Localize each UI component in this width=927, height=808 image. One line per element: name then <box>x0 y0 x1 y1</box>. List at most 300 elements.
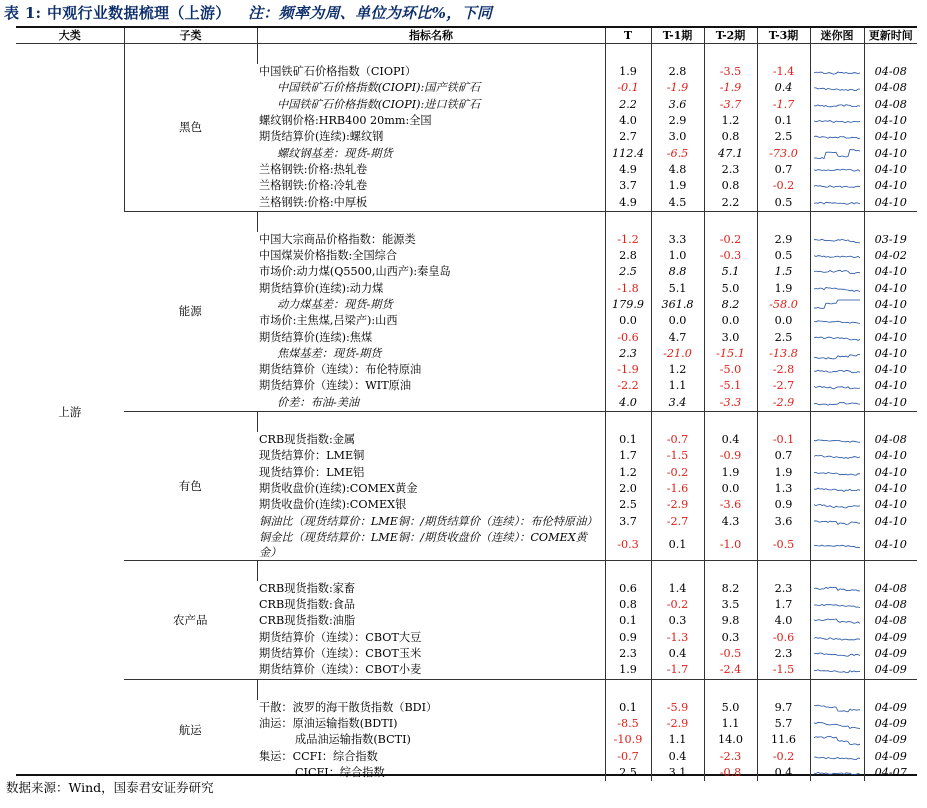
sparkline-line <box>814 505 860 509</box>
sparkline-chart <box>814 299 860 311</box>
data-table-container <box>16 26 917 779</box>
update-date: 03-19 <box>864 232 917 248</box>
sparkline-cell <box>810 481 864 497</box>
indicator-name: 现货结算价：LME铝 <box>259 465 365 479</box>
indicator-name: 中国煤炭价格指数:全国综合 <box>259 249 398 263</box>
value-t: 1.7 <box>605 448 651 464</box>
value-t: 2.8 <box>605 248 651 264</box>
value-t1: -1.9 <box>651 80 704 96</box>
update-date: 04-08 <box>864 64 917 80</box>
category-cell: 上游 <box>58 405 82 420</box>
sparkline-line <box>814 670 860 673</box>
sparkline-line <box>814 637 860 640</box>
sparkline-chart <box>814 115 860 127</box>
sparkline-cell <box>810 530 864 561</box>
update-date: 04-10 <box>864 395 917 412</box>
value-t: 2.5 <box>605 765 651 781</box>
sparkline-line <box>814 202 860 204</box>
value-t2: -15.1 <box>704 346 757 362</box>
sparkline-chart <box>814 266 860 278</box>
value-t2: -0.8 <box>704 765 757 781</box>
value-t2: -0.3 <box>704 248 757 264</box>
update-date: 04-10 <box>864 178 917 194</box>
value-t3: 5.7 <box>757 716 810 732</box>
value-t: 112.4 <box>605 145 651 161</box>
value-t: 3.7 <box>605 513 651 529</box>
value-t1: -2.7 <box>651 513 704 529</box>
value-t: 0.8 <box>605 597 651 613</box>
sparkline-chart <box>814 66 860 78</box>
update-date: 04-09 <box>864 630 917 646</box>
sparkline-cell <box>810 248 864 264</box>
value-t: -0.3 <box>605 530 651 561</box>
subcategory-cell: 航运 <box>124 679 257 781</box>
value-t: 1.9 <box>605 64 651 80</box>
value-t: 0.1 <box>605 432 651 448</box>
sparkline-cell <box>810 465 864 481</box>
sparkline-line <box>814 605 860 608</box>
sparkline-cell <box>810 281 864 297</box>
sparkline-line <box>814 387 860 390</box>
update-date: 04-10 <box>864 145 917 161</box>
sparkline-chart <box>814 397 860 409</box>
update-date: 04-08 <box>864 581 917 597</box>
indicator-name: 期货结算价（连续）：CBOT小麦 <box>259 663 422 677</box>
value-t3: -13.8 <box>757 346 810 362</box>
value-t2: 0.4 <box>704 432 757 448</box>
sparkline-cell <box>810 597 864 613</box>
value-t1: 3.3 <box>651 232 704 248</box>
sparkline-cell <box>810 613 864 629</box>
sparkline-cell <box>810 313 864 329</box>
sparkline-line <box>814 136 860 138</box>
update-date: 04-10 <box>864 346 917 362</box>
sparkline-line <box>814 456 860 459</box>
sparkline-cell <box>810 748 864 764</box>
header-category: 大类 <box>16 28 124 44</box>
sparkline-cell <box>810 448 864 464</box>
value-t2: -1.9 <box>704 80 757 96</box>
value-t1: -1.3 <box>651 630 704 646</box>
value-t3: 9.7 <box>757 700 810 716</box>
sparkline-chart <box>814 434 860 446</box>
header-row <box>16 28 917 44</box>
indicator-name: 中国铁矿石价格指数（CIOPI） <box>259 65 417 79</box>
sparkline-chart <box>814 283 860 295</box>
value-t: 179.9 <box>605 297 651 313</box>
sparkline-cell <box>810 145 864 161</box>
subcategory-cell: 农产品 <box>124 560 257 679</box>
indicator-name: 焦煤基差：现货-期货 <box>277 346 382 360</box>
value-t2: 0.8 <box>704 129 757 145</box>
value-t1: 4.5 <box>651 194 704 211</box>
data-table <box>16 28 917 781</box>
sparkline-chart <box>814 450 860 462</box>
sparkline-chart <box>814 664 860 676</box>
value-t3: 0.7 <box>757 162 810 178</box>
sparkline-chart <box>814 632 860 644</box>
indicator-name: CRB现货指数:金属 <box>259 433 356 447</box>
value-t: 0.9 <box>605 630 651 646</box>
value-t3: -2.8 <box>757 362 810 378</box>
value-t: 2.5 <box>605 264 651 280</box>
value-t2: 0.3 <box>704 630 757 646</box>
sparkline-line <box>814 722 860 728</box>
sparkline-chart <box>814 332 860 344</box>
indicator-name: 干散：波罗的海干散货指数（BDI） <box>259 700 438 714</box>
sparkline-line <box>814 402 860 405</box>
value-t: -1.8 <box>605 281 651 297</box>
value-t2: 1.2 <box>704 113 757 129</box>
sparkline-chart <box>814 380 860 392</box>
update-date: 04-10 <box>864 194 917 211</box>
sparkline-chart <box>814 615 860 627</box>
sparkline-line <box>814 186 860 188</box>
value-t2: -5.0 <box>704 362 757 378</box>
value-t2: -2.3 <box>704 748 757 764</box>
update-date: 04-10 <box>864 465 917 481</box>
value-t3: -2.9 <box>757 395 810 412</box>
value-t: -0.1 <box>605 80 651 96</box>
value-t: 2.3 <box>605 346 651 362</box>
update-date: 04-10 <box>864 297 917 313</box>
value-t3: 0.5 <box>757 194 810 211</box>
value-t3: 0.0 <box>757 313 810 329</box>
sparkline-cell <box>810 329 864 345</box>
value-t1: 3.0 <box>651 129 704 145</box>
value-t3: 0.1 <box>757 113 810 129</box>
sparkline-cell <box>810 346 864 362</box>
value-t3: -1.4 <box>757 64 810 80</box>
table-note: 注：频率为周、单位为环比%，下同 <box>248 4 493 22</box>
sparkline-line <box>814 337 860 340</box>
indicator-name: 价差：布油-美油 <box>277 395 360 409</box>
sparkline-chart <box>814 197 860 209</box>
value-t2: 0.0 <box>704 481 757 497</box>
sparkline-line <box>814 169 860 171</box>
update-date: 04-10 <box>864 530 917 561</box>
sparkline-cell <box>810 362 864 378</box>
value-t3: -0.2 <box>757 748 810 764</box>
value-t2: 4.3 <box>704 513 757 529</box>
value-t: 4.0 <box>605 395 651 412</box>
update-date: 04-07 <box>864 765 917 781</box>
sparkline-chart <box>814 599 860 611</box>
value-t: 0.0 <box>605 313 651 329</box>
value-t1: -5.9 <box>651 700 704 716</box>
value-t3: 3.6 <box>757 513 810 529</box>
update-date: 04-10 <box>864 113 917 129</box>
value-t: -0.6 <box>605 329 651 345</box>
sparkline-chart <box>814 234 860 246</box>
indicator-name: 中国大宗商品价格指数：能源类 <box>259 232 416 246</box>
value-t1: -1.5 <box>651 448 704 464</box>
sparkline-line <box>814 619 860 624</box>
indicator-name: 油运：原油运输指数(BDTI) <box>259 716 398 730</box>
sparkline-chart <box>814 180 860 192</box>
indicator-name: 集运：CCFI：综合指数 <box>259 749 378 763</box>
update-date: 04-10 <box>864 329 917 345</box>
subcategory-cell: 黑色 <box>124 44 257 212</box>
sparkline-line <box>814 472 860 475</box>
sparkline-cell <box>810 646 864 662</box>
sparkline-line <box>814 287 860 291</box>
sparkline-line <box>814 88 860 91</box>
value-t: -2.2 <box>605 378 651 394</box>
sparkline-cell <box>810 662 864 679</box>
update-date: 04-08 <box>864 432 917 448</box>
update-date: 04-09 <box>864 748 917 764</box>
sparkline-chart <box>814 751 860 763</box>
indicator-name: 螺纹钢基差：现货-期货 <box>277 146 393 160</box>
value-t2: -3.5 <box>704 64 757 80</box>
indicator-name: 铜金比（现货结算价：LME铜：/期货收盘价（连续）：COMEX黄金） <box>259 530 587 559</box>
header-t1: T-1期 <box>651 28 704 44</box>
indicator-name: 市场价:动力煤(Q5500,山西产):秦皇岛 <box>259 265 451 279</box>
subcategory-cell: 有色 <box>124 411 257 560</box>
value-t1: 1.1 <box>651 732 704 748</box>
indicator-name: 期货结算价（连续）：WIT原油 <box>259 379 412 393</box>
value-t3: -58.0 <box>757 297 810 313</box>
indicator-name: 中国铁矿石价格指数(CIOPI):国产铁矿石 <box>277 81 481 95</box>
value-t3: -73.0 <box>757 145 810 161</box>
sparkline-chart <box>814 539 860 551</box>
sparkline-line <box>814 354 860 359</box>
sparkline-cell <box>810 732 864 748</box>
indicator-name: 螺纹钢价格:HRB400 20mm:全国 <box>259 114 432 128</box>
sparkline-chart <box>814 499 860 511</box>
value-t3: 2.3 <box>757 646 810 662</box>
sparkline-cell <box>810 700 864 716</box>
value-t1: 1.1 <box>651 378 704 394</box>
indicator-name: 期货结算价（连续）：CBOT大豆 <box>259 630 422 644</box>
value-t2: 47.1 <box>704 145 757 161</box>
value-t3: -1.5 <box>757 662 810 679</box>
update-date: 04-10 <box>864 497 917 513</box>
sparkline-line <box>814 149 860 158</box>
value-t3: 0.5 <box>757 248 810 264</box>
value-t1: 0.1 <box>651 530 704 561</box>
sparkline-chart <box>814 467 860 479</box>
sparkline-line <box>814 772 860 774</box>
update-date: 04-08 <box>864 597 917 613</box>
value-t3: 0.4 <box>757 80 810 96</box>
sparkline-chart <box>814 364 860 376</box>
value-t1: 1.9 <box>651 178 704 194</box>
value-t3: 2.3 <box>757 581 810 597</box>
value-t1: 0.0 <box>651 313 704 329</box>
sparkline-line <box>814 653 860 656</box>
update-date: 04-10 <box>864 481 917 497</box>
sparkline-line <box>814 757 860 760</box>
sparkline-chart <box>814 583 860 595</box>
value-t2: 5.0 <box>704 700 757 716</box>
sparkline-chart <box>814 99 860 111</box>
update-date: 04-10 <box>864 162 917 178</box>
value-t3: -1.7 <box>757 97 810 113</box>
value-t2: 0.0 <box>704 313 757 329</box>
sparkline-cell <box>810 129 864 145</box>
sparkline-cell <box>810 113 864 129</box>
sparkline-line <box>814 300 860 308</box>
update-date: 04-08 <box>864 97 917 113</box>
indicator-name: CRB现货指数:油脂 <box>259 614 356 628</box>
indicator-name: 成品油运输指数(BCTI) <box>295 733 411 747</box>
sparkline-chart <box>814 702 860 714</box>
update-date: 04-09 <box>864 732 917 748</box>
value-t: -1.9 <box>605 362 651 378</box>
sparkline-cell <box>810 581 864 597</box>
value-t3: 11.6 <box>757 732 810 748</box>
value-t3: 0.7 <box>757 448 810 464</box>
value-t3: -0.1 <box>757 432 810 448</box>
value-t2: -3.3 <box>704 395 757 412</box>
sparkline-chart <box>814 718 860 730</box>
value-t: 2.5 <box>605 497 651 513</box>
value-t1: 2.8 <box>651 64 704 80</box>
sparkline-chart <box>814 734 860 746</box>
value-t: 1.9 <box>605 662 651 679</box>
value-t3: -0.2 <box>757 178 810 194</box>
value-t1: -2.9 <box>651 497 704 513</box>
indicator-name: CRB现货指数:家畜 <box>259 581 356 595</box>
header-indicator: 指标名称 <box>257 28 605 44</box>
sparkline-cell <box>810 232 864 248</box>
sparkline-chart <box>814 348 860 360</box>
value-t2: 2.3 <box>704 162 757 178</box>
sparkline-cell <box>810 432 864 448</box>
value-t3: 1.9 <box>757 465 810 481</box>
value-t1: 5.1 <box>651 281 704 297</box>
table-title-text: 中观行业数据梳理（上游） <box>46 4 231 22</box>
sparkline-cell <box>810 297 864 313</box>
indicator-name: 兰格钢铁:价格:热轧卷 <box>259 162 368 176</box>
value-t1: 3.6 <box>651 97 704 113</box>
value-t1: 3.1 <box>651 765 704 781</box>
sparkline-line <box>814 545 860 548</box>
sparkline-chart <box>814 82 860 94</box>
sparkline-line <box>814 72 860 74</box>
value-t3: 0.4 <box>757 765 810 781</box>
table-title <box>4 2 492 23</box>
update-date: 04-09 <box>864 716 917 732</box>
sparkline-line <box>814 488 860 491</box>
value-t1: -0.2 <box>651 465 704 481</box>
indicator-name: 期货收盘价(连续):COMEX银 <box>259 498 407 512</box>
sparkline-chart <box>814 516 860 528</box>
update-date: 04-08 <box>864 613 917 629</box>
sparkline-line <box>814 587 860 591</box>
sparkline-cell <box>810 178 864 194</box>
value-t3: 1.7 <box>757 597 810 613</box>
sparkline-cell <box>810 630 864 646</box>
value-t1: -2.9 <box>651 716 704 732</box>
value-t1: 0.4 <box>651 748 704 764</box>
value-t3: 1.9 <box>757 281 810 297</box>
value-t: 3.7 <box>605 178 651 194</box>
value-t2: -0.5 <box>704 646 757 662</box>
value-t: 0.1 <box>605 700 651 716</box>
update-date: 04-10 <box>864 448 917 464</box>
sparkline-line <box>814 321 860 324</box>
indicator-name: 期货收盘价(连续):COMEX黄金 <box>259 481 418 495</box>
header-update-time: 更新时间 <box>864 28 917 44</box>
sparkline-line <box>814 104 860 106</box>
value-t3: 2.9 <box>757 232 810 248</box>
sparkline-cell <box>810 162 864 178</box>
update-date: 04-09 <box>864 662 917 679</box>
indicator-name: 市场价:主焦煤,吕梁产):山西 <box>259 314 398 328</box>
value-t1: -1.6 <box>651 481 704 497</box>
sparkline-line <box>814 705 860 712</box>
value-t1: 4.7 <box>651 329 704 345</box>
value-t3: 4.0 <box>757 613 810 629</box>
value-t: 1.2 <box>605 465 651 481</box>
value-t1: -1.7 <box>651 662 704 679</box>
sparkline-chart <box>814 483 860 495</box>
value-t: -0.7 <box>605 748 651 764</box>
update-date: 04-10 <box>864 313 917 329</box>
indicator-name: 期货结算价(连续):螺纹钢 <box>259 130 384 144</box>
value-t2: -3.6 <box>704 497 757 513</box>
value-t1: 8.8 <box>651 264 704 280</box>
value-t3: -2.7 <box>757 378 810 394</box>
indicator-name: 期货结算价（连续）：CBOT玉米 <box>259 647 422 661</box>
update-date: 04-09 <box>864 700 917 716</box>
value-t3: 2.5 <box>757 329 810 345</box>
header-subcategory: 子类 <box>124 28 257 44</box>
update-date: 04-10 <box>864 264 917 280</box>
value-t3: -0.6 <box>757 630 810 646</box>
update-date: 04-10 <box>864 129 917 145</box>
value-t1: 1.0 <box>651 248 704 264</box>
value-t: -8.5 <box>605 716 651 732</box>
value-t2: -2.4 <box>704 662 757 679</box>
sparkline-chart <box>814 131 860 143</box>
value-t1: 0.4 <box>651 646 704 662</box>
sparkline-cell <box>810 194 864 211</box>
sparkline-line <box>814 121 860 123</box>
indicator-name: 动力煤基差：现货-期货 <box>277 298 393 311</box>
value-t1: 2.9 <box>651 113 704 129</box>
value-t2: 3.0 <box>704 329 757 345</box>
value-t1: -0.2 <box>651 597 704 613</box>
sparkline-chart <box>814 315 860 327</box>
update-date: 04-08 <box>864 80 917 96</box>
value-t2: -5.1 <box>704 378 757 394</box>
value-t2: 8.2 <box>704 297 757 313</box>
sparkline-cell <box>810 513 864 529</box>
update-date: 04-10 <box>864 281 917 297</box>
sparkline-line <box>814 440 860 443</box>
value-t1: 361.8 <box>651 297 704 313</box>
value-t2: -0.9 <box>704 448 757 464</box>
indicator-name: 中国铁矿石价格指数(CIOPI):进口铁矿石 <box>277 97 481 111</box>
sparkline-cell <box>810 395 864 412</box>
update-date: 04-10 <box>864 378 917 394</box>
update-date: 04-09 <box>864 646 917 662</box>
sparkline-chart <box>814 148 860 160</box>
sparkline-line <box>814 239 860 243</box>
value-t2: -0.2 <box>704 232 757 248</box>
value-t1: 4.8 <box>651 162 704 178</box>
indicator-name: 期货结算价（连续）：布伦特原油 <box>259 363 422 377</box>
value-t2: 9.8 <box>704 613 757 629</box>
value-t1: 1.2 <box>651 362 704 378</box>
header-t: T <box>605 28 651 44</box>
value-t: 2.3 <box>605 646 651 662</box>
sparkline-cell <box>810 765 864 781</box>
